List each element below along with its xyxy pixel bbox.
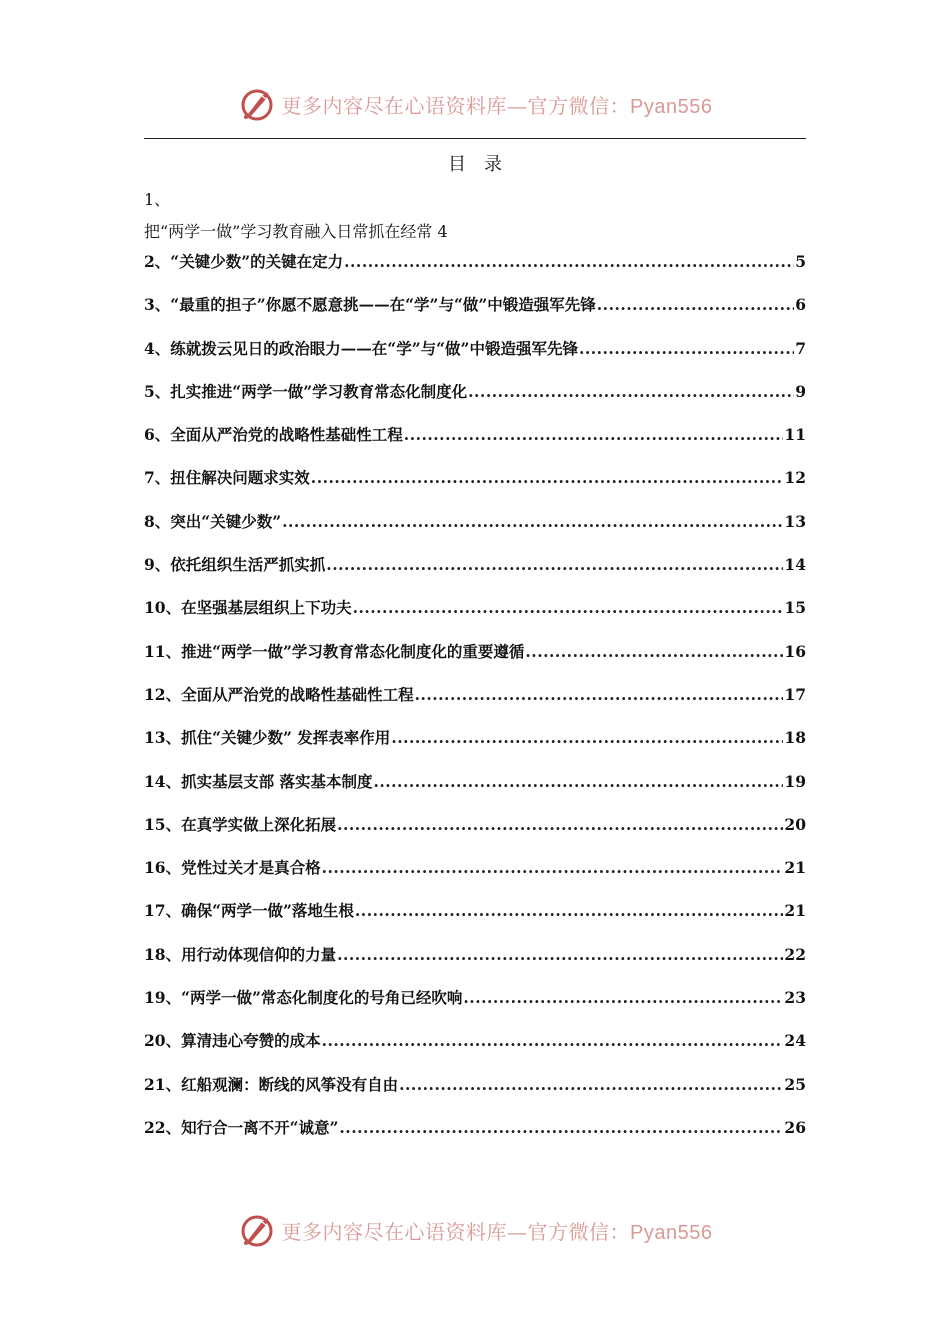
toc-leader-dots [525, 642, 783, 661]
toc-leader-dots [468, 382, 794, 401]
toc-entry-page: 24 [784, 1031, 806, 1051]
toc-leader-dots [337, 945, 783, 964]
pen-nib-logo-icon [238, 1210, 278, 1250]
header-banner-cn: 更多内容尽在心语资料库—官方微信： [281, 93, 631, 118]
toc-entry[interactable] [144, 1116, 806, 1159]
toc-entry-page: 23 [784, 988, 806, 1008]
toc-entry[interactable] [144, 337, 806, 380]
toc-entry-page: 18 [784, 728, 806, 748]
toc-entry-page: 20 [784, 814, 806, 834]
toc-entry[interactable] [144, 596, 806, 639]
toc-leader-dots [463, 988, 783, 1007]
toc-entry-label: 8、突出“关键少数” [144, 511, 282, 531]
toc-entry[interactable] [144, 726, 806, 769]
toc-entry[interactable] [144, 943, 806, 986]
toc-entry[interactable] [144, 510, 806, 553]
toc-entry[interactable] [144, 380, 806, 423]
toc-entry-page: 22 [784, 944, 806, 964]
toc-entry-label: 15、在真学实做上深化拓展 [144, 814, 337, 834]
toc-leader-dots [337, 815, 783, 834]
toc-entry-page: 15 [784, 598, 806, 618]
toc-entry[interactable] [144, 293, 806, 336]
toc-leader-dots [326, 555, 783, 574]
toc-entry-label: 22、知行合一离不开“诚意” [144, 1117, 339, 1137]
footer-banner-cn: 更多内容尽在心语资料库—官方微信： [281, 1219, 631, 1244]
toc-entry-page: 13 [784, 511, 806, 531]
toc-entry[interactable] [144, 640, 806, 683]
toc-first-entry-number: 1、 [144, 190, 171, 209]
toc-entry[interactable] [144, 1029, 806, 1072]
toc-entry-page: 7 [795, 338, 806, 358]
footer-banner [0, 1206, 950, 1254]
toc-leader-dots [373, 772, 783, 791]
toc-entry-label: 10、在坚强基层组织上下功夫 [144, 598, 352, 618]
toc-leader-dots [404, 425, 784, 444]
toc-entry-label: 11、推进“两学一做”学习教育常态化制度化的重要遵循 [144, 641, 525, 661]
toc-entry-page: 21 [784, 858, 806, 878]
toc-entry[interactable] [144, 856, 806, 899]
toc-entry[interactable] [144, 250, 806, 293]
toc-leader-dots [579, 339, 794, 358]
toc-entry-label: 16、党性过关才是真合格 [144, 858, 321, 878]
toc-entry-page: 11 [784, 425, 806, 445]
toc-leader-dots [391, 728, 783, 747]
header-banner [0, 80, 950, 128]
toc-entry[interactable] [144, 683, 806, 726]
toc-entry-label: 12、全面从严治党的战略性基础性工程 [144, 684, 414, 704]
toc-entry-label: 17、确保“两学一做”落地生根 [144, 901, 354, 921]
toc-first-entry[interactable] [144, 184, 806, 248]
toc-entry-label: 2、“关键少数”的关键在定力 [144, 252, 344, 271]
footer-banner-text [282, 1216, 713, 1245]
toc-leader-dots [339, 1118, 783, 1137]
toc-leader-dots [597, 295, 794, 314]
toc-entry-label: 9、依托组织生活严抓实抓 [144, 555, 326, 575]
toc-entry-label: 3、“最重的担子”你愿不愿意挑——在“学”与“做”中锻造强军先锋 [144, 295, 596, 315]
toc-entry[interactable] [144, 770, 806, 813]
toc-leader-dots [322, 858, 784, 877]
toc-entry-page: 16 [784, 641, 806, 661]
toc-entry-page: 9 [795, 381, 806, 401]
toc-entry-label: 6、全面从严治党的战略性基础性工程 [144, 425, 403, 445]
toc-leader-dots [322, 1031, 784, 1050]
toc-first-entry-text: 把“两学一做”学习教育融入日常抓在经常 4 [144, 222, 448, 241]
pen-nib-logo-icon [238, 84, 278, 124]
toc-entry-label: 7、扭住解决问题求实效 [144, 468, 310, 488]
toc-title: 目录 [448, 154, 520, 175]
toc-entry[interactable] [144, 423, 806, 466]
toc-entry-label: 5、扎实推进“两学一做”学习教育常态化制度化 [144, 381, 468, 401]
toc-entry-label: 19、“两学一做”常态化制度化的号角已经吹响 [144, 988, 463, 1008]
toc-entry-page: 5 [795, 252, 806, 271]
toc-entry-label: 21、红船观澜：断线的风筝没有自由 [144, 1074, 399, 1094]
toc-entry[interactable] [144, 813, 806, 856]
toc-entry-page: 17 [784, 684, 806, 704]
toc-entry[interactable] [144, 899, 806, 942]
toc-entry-page: 12 [784, 468, 806, 488]
header-divider [144, 138, 806, 139]
toc-entry-page: 25 [784, 1074, 806, 1094]
toc-entry-page: 26 [784, 1117, 806, 1137]
toc-leader-dots [282, 512, 783, 531]
toc-entry-page: 21 [784, 901, 806, 921]
toc-leader-dots [399, 1075, 783, 1094]
header-banner-wechat-id: Pyan556 [630, 95, 713, 118]
toc-entry-page: 19 [784, 771, 806, 791]
toc-leader-dots [355, 901, 784, 920]
toc-entry[interactable] [144, 466, 806, 509]
toc-leader-dots [311, 468, 784, 487]
toc-entry[interactable] [144, 553, 806, 596]
toc-entry-page: 6 [795, 295, 806, 315]
toc-list [144, 250, 806, 1159]
toc-entry-label: 18、用行动体现信仰的力量 [144, 944, 337, 964]
toc-entry-page: 14 [784, 555, 806, 575]
toc-leader-dots [415, 685, 784, 704]
header-banner-text [282, 90, 713, 119]
toc-entry-label: 13、抓住“关键少数” 发挥表率作用 [144, 728, 391, 748]
toc-leader-dots [344, 252, 794, 271]
toc-entry-label: 20、算清违心夸赞的成本 [144, 1031, 321, 1051]
toc-entry-label: 14、抓实基层支部 落实基本制度 [144, 771, 373, 791]
toc-leader-dots [353, 598, 784, 617]
toc-entry[interactable] [144, 986, 806, 1029]
toc-entry-label: 4、练就拨云见日的政治眼力——在“学”与“做”中锻造强军先锋 [144, 338, 578, 358]
footer-banner-wechat-id: Pyan556 [630, 1221, 713, 1244]
toc-entry[interactable] [144, 1073, 806, 1116]
